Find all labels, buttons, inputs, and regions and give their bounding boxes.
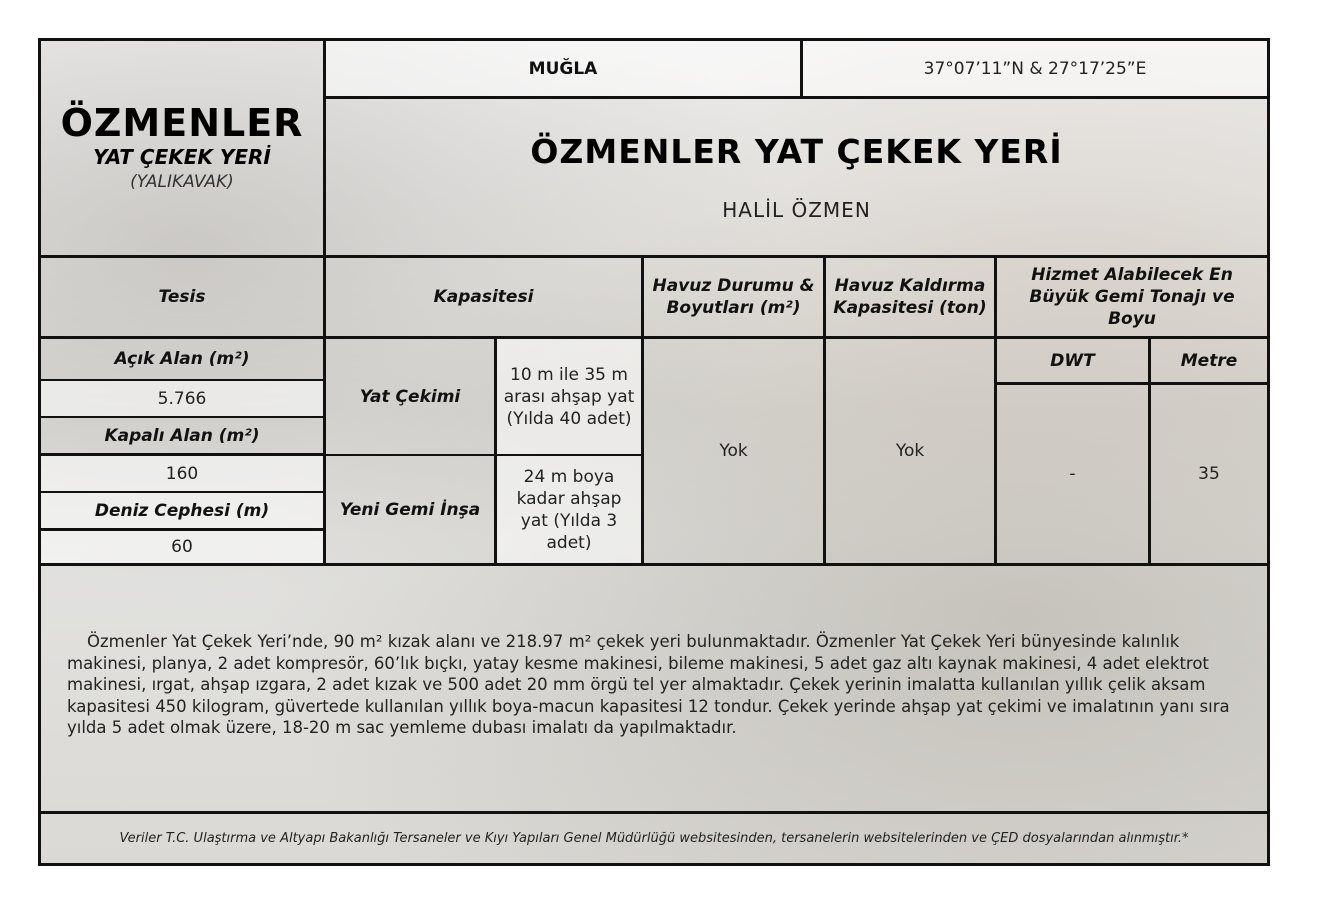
column-header-hizmet — [997, 258, 1267, 339]
source-footnote — [41, 811, 1267, 863]
kapali-alan-label-text: Kapalı Alan (m²) — [104, 425, 260, 446]
brand-subtitle: YAT ÇEKEK YERİ — [93, 145, 271, 169]
region-cell — [326, 41, 803, 99]
column-header-tesis-label: Tesis — [158, 287, 206, 307]
havuz-durumu-value — [644, 339, 826, 566]
acik-alan-value — [41, 381, 326, 418]
metre-label-text: Metre — [1180, 350, 1238, 371]
yeni-gemi-value — [497, 456, 644, 566]
yeni-gemi-label — [326, 456, 497, 566]
column-header-havuz-kaldirma-label: Havuz Kaldırma Kapasitesi (ton) — [833, 276, 987, 318]
coordinates-cell — [803, 41, 1267, 99]
column-header-hizmet-label: Hizmet Alabilecek En Büyük Gemi Tonajı ve Boyu — [1029, 265, 1235, 329]
owner-name: HALİL ÖZMEN — [722, 198, 871, 222]
shipyard-card — [38, 38, 1270, 866]
brand-block — [41, 41, 326, 258]
havuz-kaldirma-value-text: Yok — [895, 441, 925, 461]
column-header-havuz-durumu — [644, 258, 826, 339]
deniz-cephesi-value-text: 60 — [171, 537, 193, 557]
acik-alan-value-text: 5.766 — [157, 388, 207, 409]
deniz-cephesi-value — [41, 531, 326, 566]
column-header-tesis — [41, 258, 326, 339]
yat-cekimi-label — [326, 339, 497, 456]
yat-cekimi-value-text: 10 m ile 35 m arası ahşap yat (Yılda 40 adet) — [503, 364, 635, 429]
havuz-durumu-value-text: Yok — [719, 441, 748, 461]
deniz-cephesi-label — [41, 493, 326, 531]
yeni-gemi-label-text: Yeni Gemi İnşa — [339, 499, 481, 520]
acik-alan-label-text: Açık Alan (m²) — [114, 349, 250, 369]
dwt-value — [997, 385, 1151, 566]
brand-name: ÖZMENLER — [60, 101, 304, 145]
yeni-gemi-value-text: 24 m boya kadar ahşap yat (Yılda 3 adet) — [516, 466, 622, 553]
metre-label — [1151, 339, 1267, 385]
title-cell — [326, 99, 1267, 258]
metre-value-text: 35 — [1198, 464, 1220, 484]
yat-cekimi-value — [497, 339, 644, 456]
page-title: ÖZMENLER YAT ÇEKEK YERİ — [530, 132, 1063, 171]
yat-cekimi-label-text: Yat Çekimi — [359, 386, 461, 407]
column-header-kapasite — [326, 258, 644, 339]
dwt-value-text: - — [1069, 464, 1076, 484]
acik-alan-label — [41, 339, 326, 381]
source-footnote-text: Veriler T.C. Ulaştırma ve Altyapı Bakanlığı Tersaneler ve Kıyı Yapıları Genel Müdürlüğü websitesinden, tersanelerin websitelerinden ve ÇED dosyalarından alınmıştır.* — [119, 831, 1189, 846]
kapali-alan-label — [41, 418, 326, 456]
dwt-label-text: DWT — [1050, 350, 1095, 371]
metre-value — [1151, 385, 1267, 566]
region-label: MUĞLA — [528, 58, 598, 79]
deniz-cephesi-label-text: Deniz Cephesi (m) — [94, 500, 270, 521]
dwt-label — [997, 339, 1151, 385]
kapali-alan-value-text: 160 — [165, 463, 199, 484]
column-header-havuz-durumu-label: Havuz Durumu & Boyutları (m²) — [652, 276, 815, 318]
kapali-alan-value — [41, 456, 326, 493]
brand-location: (YALIKAVAK) — [130, 172, 234, 192]
column-header-havuz-kaldirma — [826, 258, 997, 339]
havuz-kaldirma-value — [826, 339, 997, 566]
coordinates-label: 37°07’11”N & 27°17’25”E — [923, 58, 1147, 79]
description-text: Özmenler Yat Çekek Yeri’nde, 90 m² kızak alanı ve 218.97 m² çekek yeri bulunmaktadır. Özmenler Yat Çekek Yeri bünyesinde kalınlık makinesi, planya, 2 adet kompresör, 60’lık bıçkı, yatay kesme makinesi, bileme makinesi, 5 adet gaz altı kaynak makinesi, 4 adet elektrot makinesi, ırgat, ahşap ızgara, 2 adet kızak ve 500 adet 20 mm örgü tel yer almaktadır. Çekek yerinin imalatta kullanılan yıllık çelik aksam kapasitesi 450 kilogram, güvertede kullanılan yıllık boya-macun kapasitesi 12 tondur. Çekek yerinde ahşap yat çekimi ve imalatının yanı sıra yılda 5 adet olmak üzere, 18-20 m sac yemleme dubası imalatı da yapılmaktadır. — [67, 632, 1230, 737]
column-header-kapasite-label: Kapasitesi — [433, 287, 534, 307]
